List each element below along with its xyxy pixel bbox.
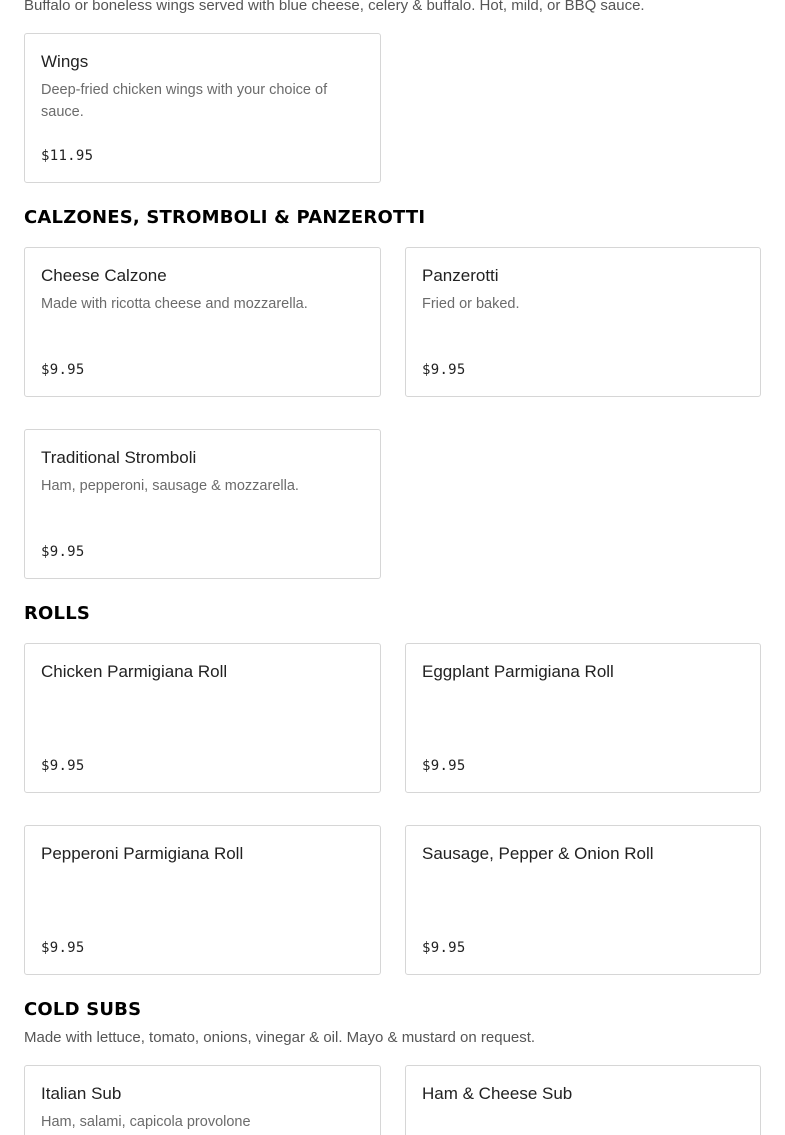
item-price: $9.95 [422,940,466,956]
menu-grid-cold-subs [24,1065,761,1135]
item-price: $9.95 [422,362,466,378]
item-name: Traditional Stromboli [41,448,197,467]
item-name: Sausage, Pepper & Onion Roll [422,844,654,863]
item-name: Chicken Parmigiana Roll [41,662,228,681]
item-price: $9.95 [41,758,85,774]
item-name: Eggplant Parmigiana Roll [422,662,614,681]
item-name: Italian Sub [41,1084,122,1103]
section-title: COLD SUBS [24,999,142,1020]
item-price: $9.95 [422,758,466,774]
item-price: $9.95 [41,940,85,956]
section-description: Buffalo or boneless wings served with blue cheese, celery & buffalo. Hot, mild, or BBQ sauce. [24,0,645,14]
section-title: CALZONES, STROMBOLI & PANZEROTTI [24,207,426,228]
menu-grid-calzones [24,247,761,579]
menu-item-card[interactable] [405,247,761,397]
item-description: Ham, salami, capicola provolone [41,1114,251,1130]
menu-item-card[interactable] [405,1065,761,1135]
item-name: Panzerotti [422,266,499,285]
menu-item-card[interactable] [24,643,381,793]
item-name: Cheese Calzone [41,266,167,285]
section-description: Made with lettuce, tomato, onions, vinegar & oil. Mayo & mustard on request. [24,1029,536,1046]
item-name: Pepperoni Parmigiana Roll [41,844,244,863]
item-description: Ham, pepperoni, sausage & mozzarella. [41,478,299,494]
section-title: ROLLS [24,603,91,624]
menu-grid-wings [24,33,761,183]
menu-item-card[interactable] [24,825,381,975]
item-price: $9.95 [41,544,85,560]
item-price: $11.95 [41,148,94,164]
menu-item-card[interactable] [405,825,761,975]
menu-item-card[interactable] [24,429,381,579]
item-description: Fried or baked. [422,296,520,312]
menu-item-card[interactable] [24,33,381,183]
menu-item-card[interactable] [24,1065,381,1135]
item-description: Deep-fried chicken wings with your choice of sauce. [41,82,328,120]
item-description: Made with ricotta cheese and mozzarella. [41,296,308,312]
menu-item-card[interactable] [24,247,381,397]
item-name: Wings [41,52,89,71]
item-price: $9.95 [41,362,85,378]
menu-item-card[interactable] [405,643,761,793]
menu-grid-rolls [24,643,761,975]
item-name: Ham & Cheese Sub [422,1084,573,1103]
